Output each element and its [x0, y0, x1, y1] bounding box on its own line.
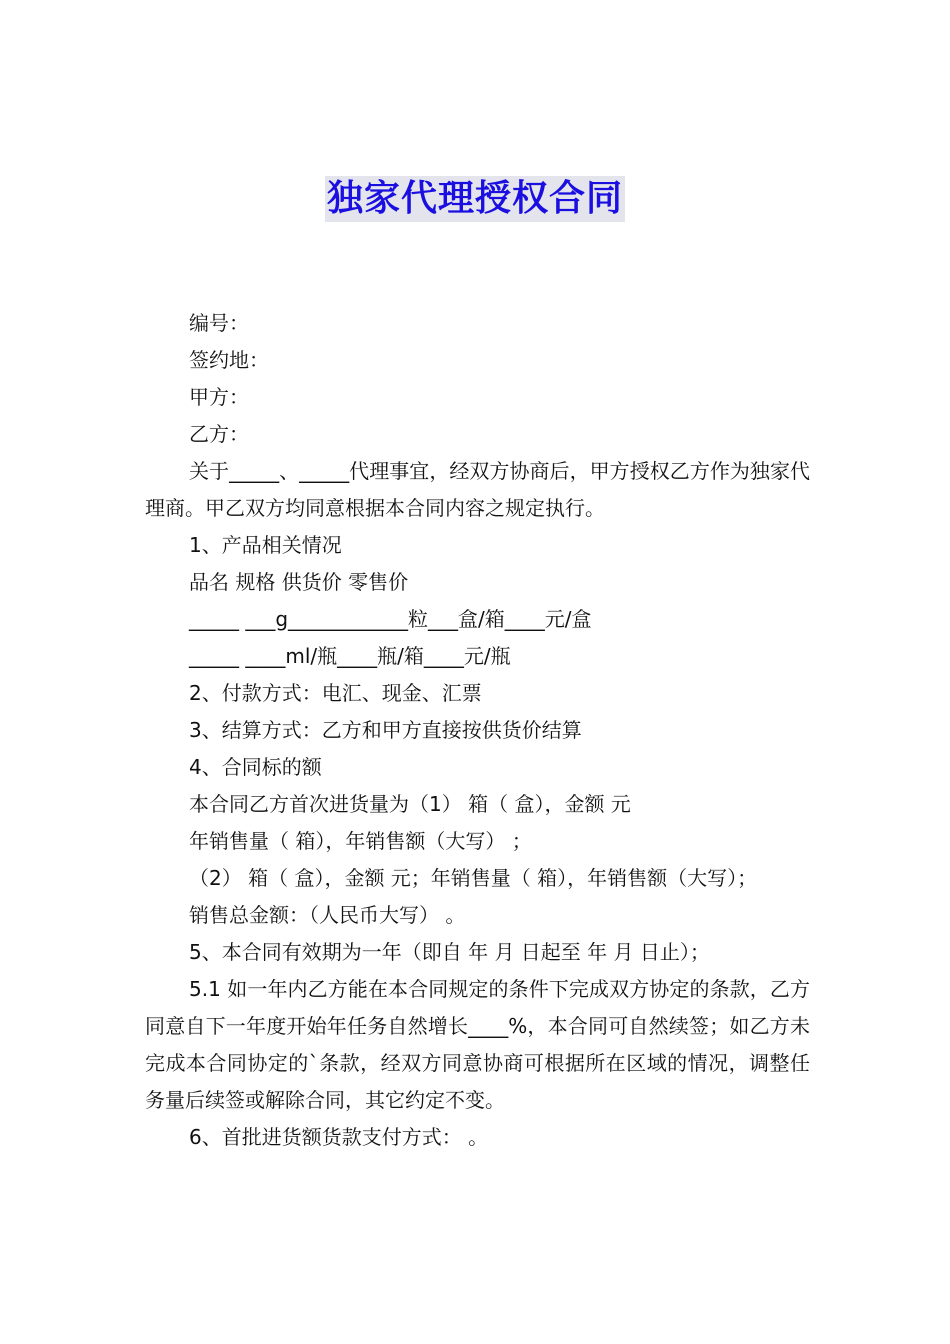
- paragraph-number: 编号：: [189, 311, 249, 335]
- paragraph-annual-sales-2: （2） 箱（ 盒），金额 元；年销售量（ 箱），年销售额（大写）；: [189, 866, 758, 890]
- paragraph-section-3: 3、结算方式：乙方和甲方直接按供货价结算: [189, 718, 582, 742]
- paragraph-section-5-1: 5.1 如一年内乙方能在本合同规定的条件下完成双方协定的条款，乙方同意自下一年度开始年任务自然增长____%，本合同可自然续签；如乙方未完成本合同协定的`条款，经双方同意协商可根据所在区域的情况，调整任务量后续签或解除合同，其它约定不变。: [145, 977, 810, 1112]
- document-body: [145, 305, 810, 1156]
- paragraph-product-row-1: _____ ___g____________粒___盒/箱____元/盒: [189, 607, 592, 631]
- paragraph-party-b: 乙方：: [189, 422, 249, 446]
- paragraph-section-1: 1、产品相关情况: [189, 533, 342, 557]
- paragraph-party-a: 甲方：: [189, 385, 249, 409]
- paragraph-section-5: 5、本合同有效期为一年（即自 年 月 日起至 年 月 日止）；: [189, 940, 710, 964]
- paragraph-section-4: 4、合同标的额: [189, 755, 322, 779]
- paragraph-section-2: 2、付款方式：电汇、现金、汇票: [189, 681, 482, 705]
- paragraph-first-order: 本合同乙方首次进货量为（1） 箱（ 盒），金额 元: [189, 792, 631, 816]
- document-title: 独家代理授权合同: [325, 176, 625, 222]
- paragraph-signing-place: 签约地：: [189, 348, 269, 372]
- paragraph-product-row-2: _____ ____ml/瓶____瓶/箱____元/瓶: [189, 644, 511, 668]
- paragraph-annual-sales-1: 年销售量（ 箱），年销售额（大写） ；: [189, 829, 532, 853]
- paragraph-product-header: 品名 规格 供货价 零售价: [189, 570, 409, 594]
- paragraph-total-sales: 销售总金额：（人民币大写） 。: [189, 903, 466, 927]
- title-container: [0, 176, 950, 222]
- paragraph-section-6: 6、首批进货额货款支付方式： 。: [189, 1125, 489, 1149]
- paragraph-preamble: 关于_____、_____代理事宜，经双方协商后，甲方授权乙方作为独家代理商。甲乙双方均同意根据本合同内容之规定执行。: [145, 459, 810, 520]
